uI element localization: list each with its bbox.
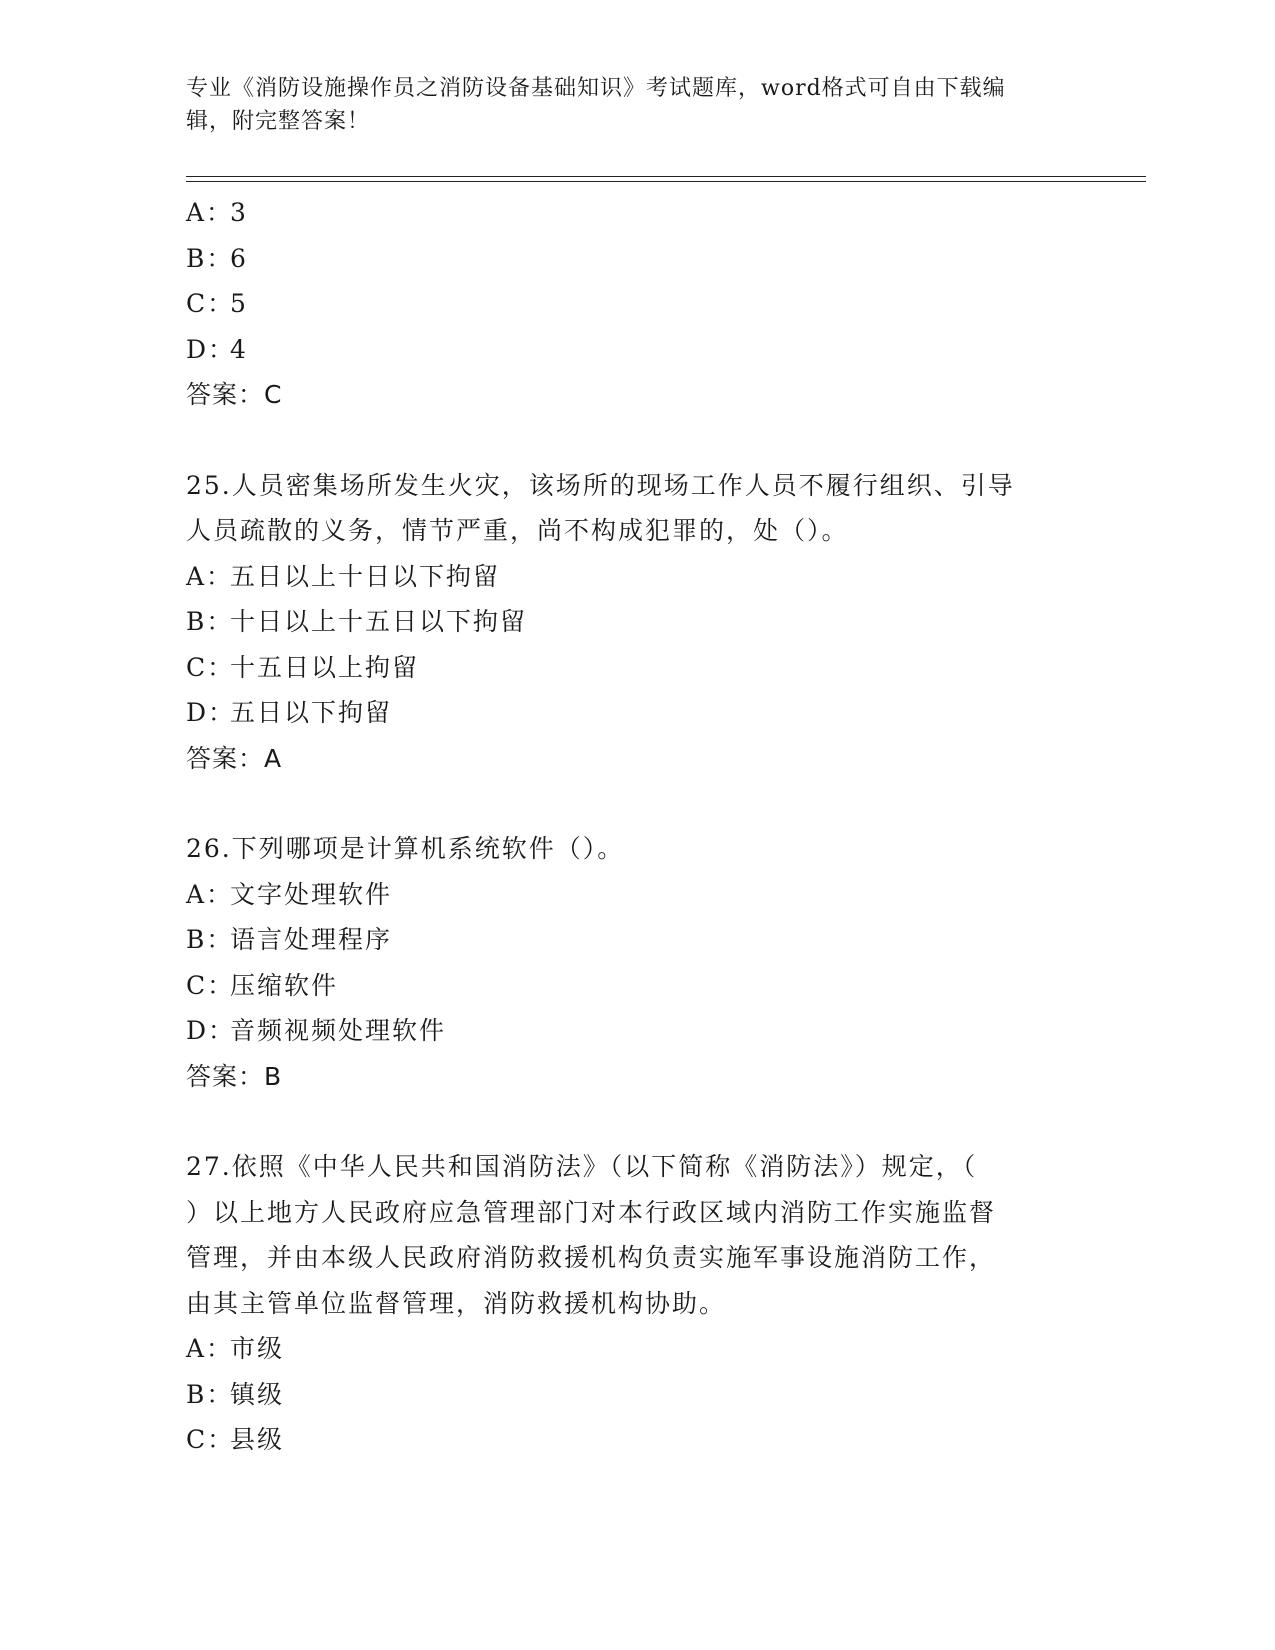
question-stem-line: 25.人员密集场所发生火灾，该场所的现场工作人员不履行组织、引导 <box>186 470 1015 500</box>
option-a: A：3 <box>186 198 248 227</box>
document-header <box>186 72 1066 138</box>
header-line-1: 专业《消防设施操作员之消防设备基础知识》考试题库，word格式可自由下载编 <box>186 76 1006 101</box>
question-stem-line: 27.依照《中华人民共和国消防法》（以下简称《消防法》）规定，（ <box>186 1152 978 1181</box>
option-a: A：五日以上十日以下拘留 <box>186 561 501 591</box>
question-stem-line: 由其主管单位监督管理，消防救援机构协助。 <box>186 1288 727 1318</box>
question-stem-line: 26.下列哪项是计算机系统软件（）。 <box>186 834 625 863</box>
header-divider-top <box>186 176 1146 177</box>
question-stem-line: 管理，并由本级人民政府消防救援机构负责实施军事设施消防工作， <box>186 1243 997 1272</box>
question-24 <box>186 190 1066 418</box>
option-c: C：十五日以上拘留 <box>186 652 420 682</box>
option-d: D：音频视频处理软件 <box>186 1016 447 1045</box>
answer-line: 答案：B <box>186 1061 283 1091</box>
option-c: C：5 <box>186 289 248 318</box>
question-25 <box>186 463 1066 782</box>
option-c: C：压缩软件 <box>186 970 339 1000</box>
answer-line: 答案：A <box>186 743 283 773</box>
spacer <box>186 781 1066 826</box>
option-a: A：文字处理软件 <box>186 879 393 909</box>
option-d: D：五日以下拘留 <box>186 698 393 727</box>
option-b: B：镇级 <box>186 1379 285 1409</box>
option-b: B：语言处理程序 <box>186 925 393 954</box>
spacer <box>186 1099 1066 1144</box>
question-content <box>186 190 1066 1463</box>
question-26 <box>186 826 1066 1099</box>
option-d: D：4 <box>186 334 248 364</box>
option-a: A：市级 <box>186 1334 285 1363</box>
spacer <box>186 418 1066 463</box>
header-divider-bottom <box>186 181 1146 182</box>
question-stem-line: 人员疏散的义务，情节严重，尚不构成犯罪的，处（）。 <box>186 516 849 545</box>
header-line-2: 辑，附完整答案！ <box>186 109 371 134</box>
option-b: B：十日以上十五日以下拘留 <box>186 607 528 636</box>
question-stem-line: ）以上地方人民政府应急管理部门对本行政区域内消防工作实施监督 <box>186 1197 997 1227</box>
option-b: B：6 <box>186 243 248 273</box>
option-c: C：县级 <box>186 1425 285 1454</box>
question-27 <box>186 1144 1066 1463</box>
answer-line: 答案：C <box>186 380 283 409</box>
